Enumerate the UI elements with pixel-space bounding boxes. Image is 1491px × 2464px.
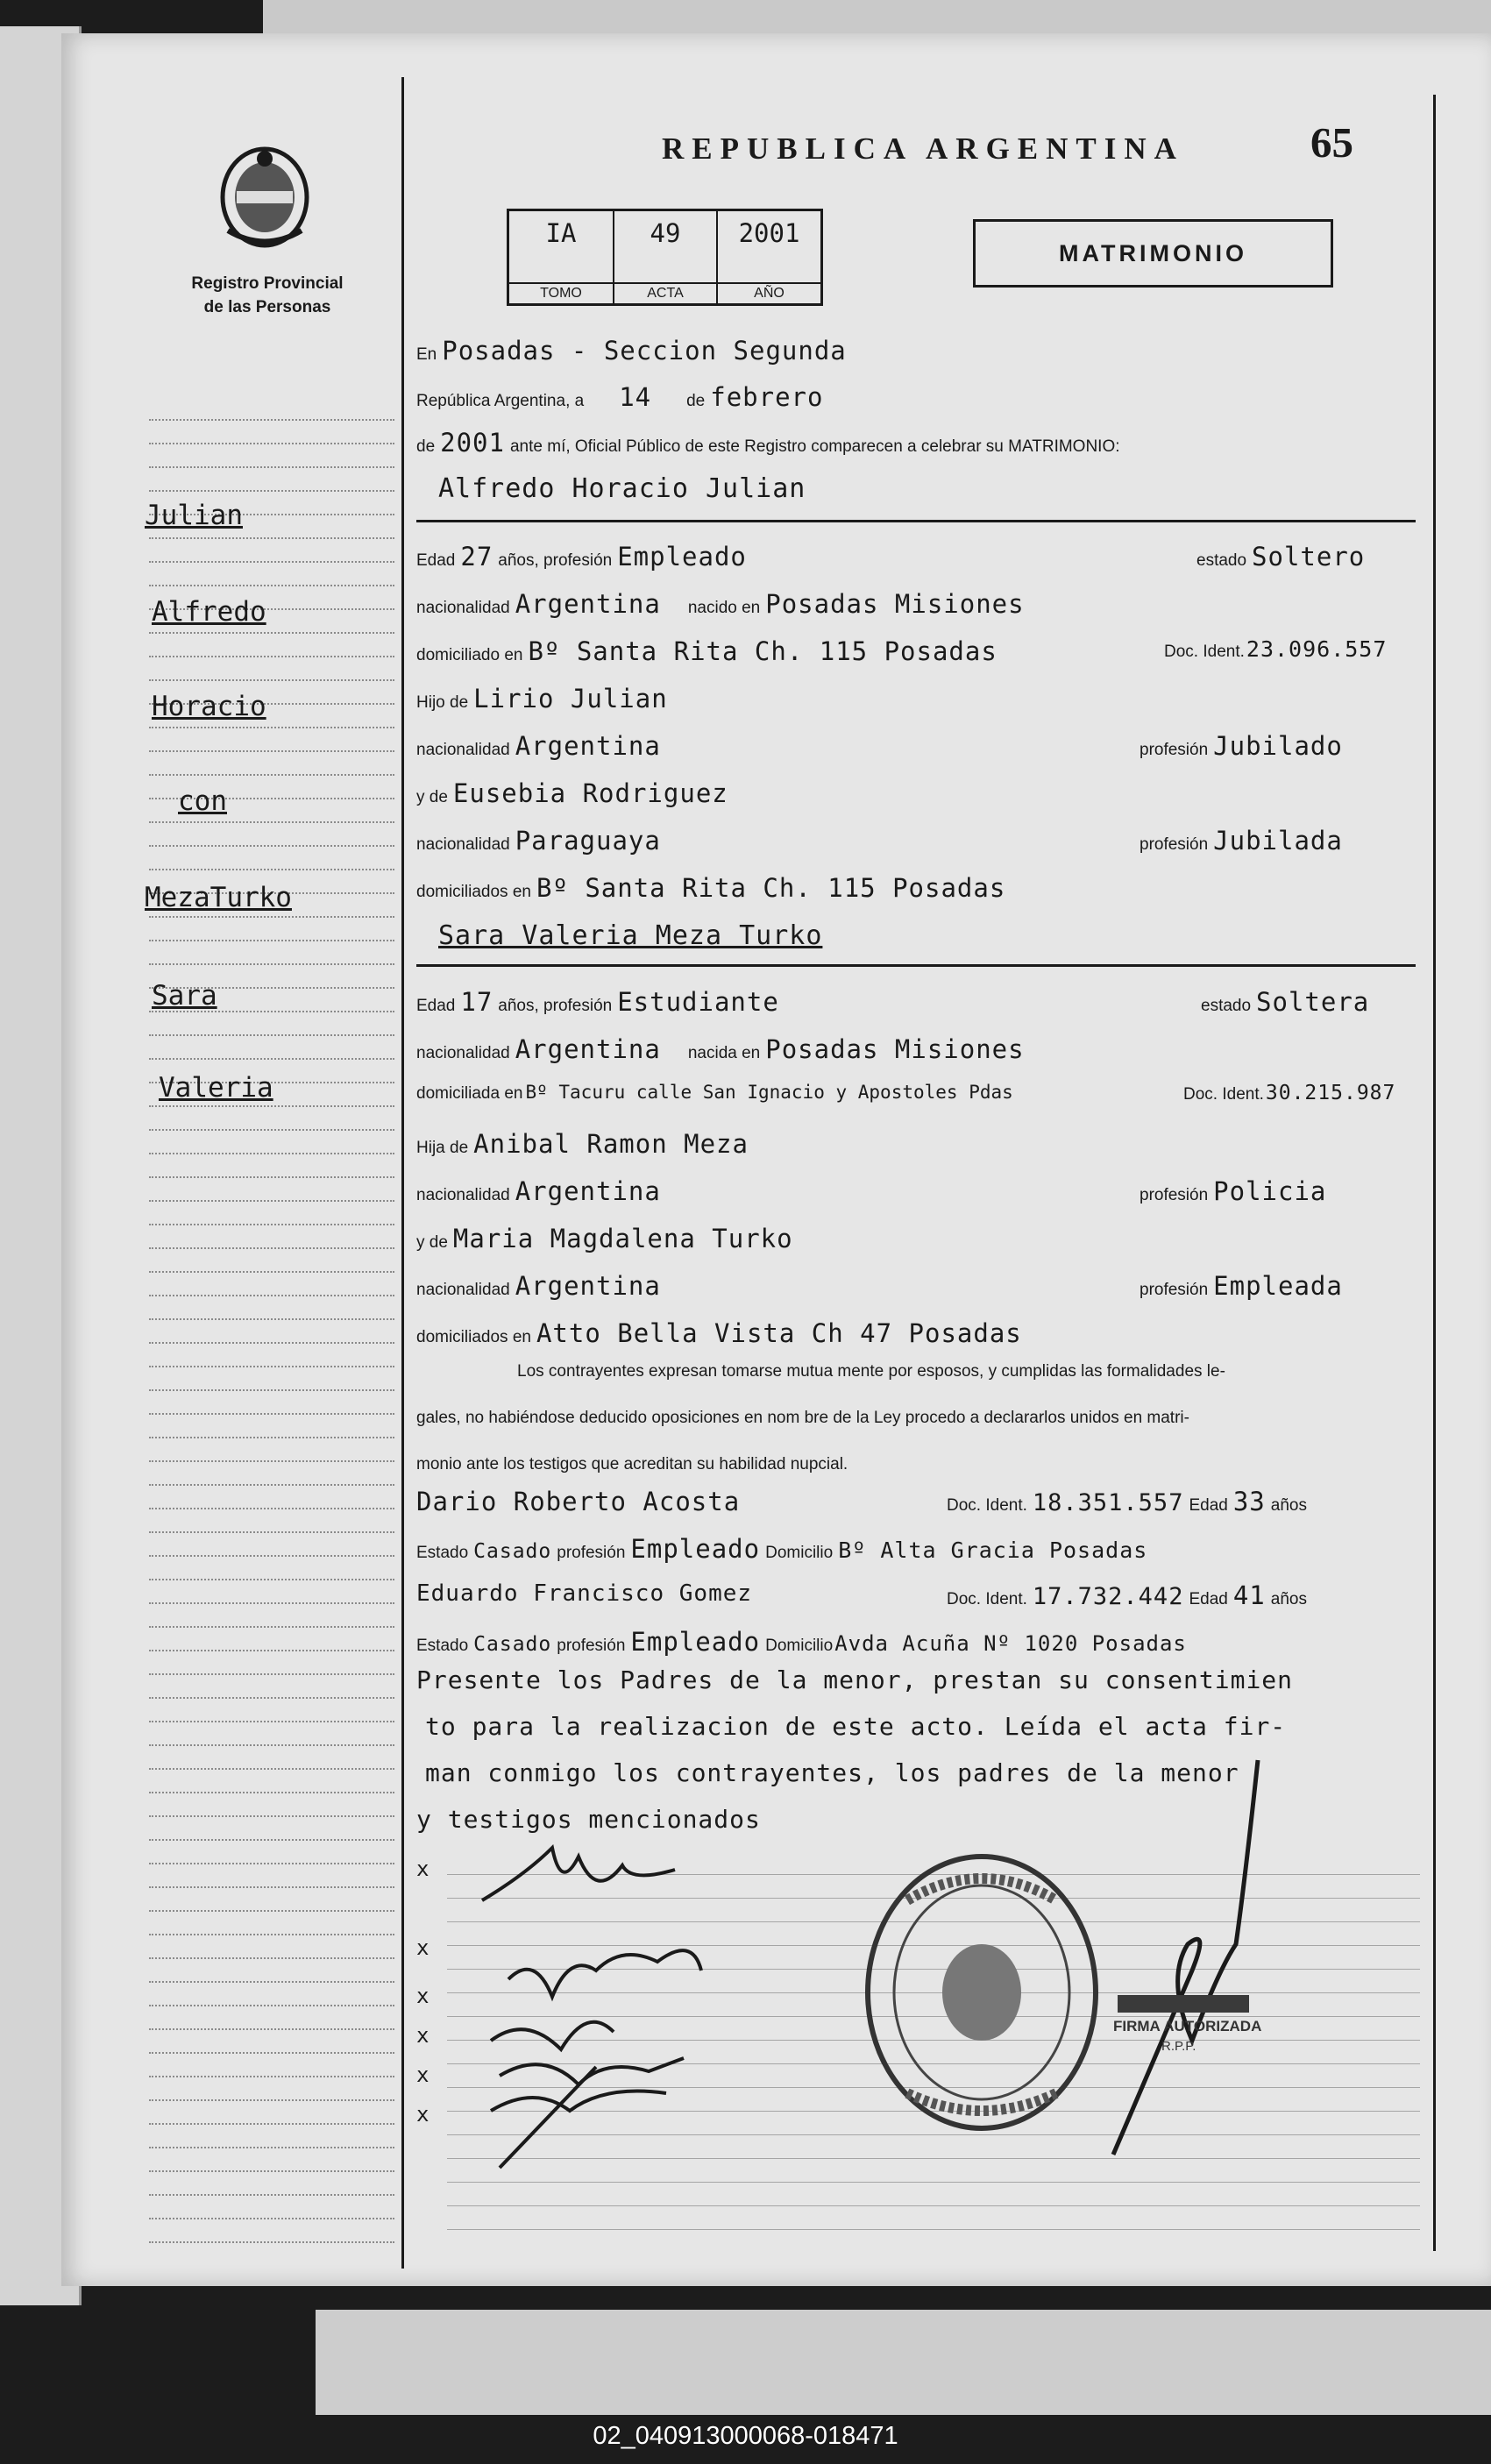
witness2-anos-label: años [1270,1590,1307,1608]
margin-name-7: Valeria [159,1072,273,1104]
margin-ruled-line [149,1484,394,1486]
bride-father-nat-line [416,1176,666,1206]
groom-birthplace: Posadas Misiones [765,589,1025,619]
signature-mark-5: x [416,2063,430,2087]
groom-nacido-label: nacido en [687,599,761,617]
registry-name-line1: Registro Provincial [191,274,344,293]
margin-ruled-line [149,466,394,468]
groom-mother-profession: Jubilada [1213,826,1343,856]
margin-ruled-line [149,1886,394,1888]
margin-ruled-line [149,2052,394,2054]
day-value: 14 [619,382,652,412]
declaration-line-1: Los contrayentes expresan tomarse mutua mente por esposos, y cumplidas las formalidades le- [517,1362,1225,1381]
authorized-signature-caption: FIRMA AUTORIZADA [1113,2018,1262,2034]
bride-full-name: Sara Valeria Meza Turko [438,920,823,951]
groom-father-prof-line [1140,731,1348,761]
margin-ruled-line [149,1271,394,1273]
groom-mother-nac-label: nacionalidad [416,835,510,854]
bride-father-profession: Policia [1213,1176,1327,1206]
bride-mother-prof-line [1140,1271,1348,1301]
margin-ruled-line [149,2028,394,2030]
groom-nationality: Argentina [515,589,661,619]
tomo-cell [509,211,613,303]
margin-ruled-line [149,1910,394,1912]
anio-label: AÑO [718,282,820,303]
margin-ruled-line [149,419,394,421]
margin-ruled-line [149,2005,394,2006]
margin-ruled-line [149,1863,394,1864]
groom-mother-nat-line [416,826,666,856]
groom-father-prof-label: profesión [1140,741,1209,759]
margin-ruled-line [149,963,394,965]
margin-ruled-line [149,2170,394,2172]
authorized-signature [1087,1751,1289,2163]
groom-father-profession: Jubilado [1213,731,1343,761]
anio-cell [716,211,820,303]
witness1-name-line [416,1487,745,1516]
margin-ruled-line [149,1792,394,1793]
margin-ruled-line [149,1508,394,1509]
groom-hijo-label: Hijo de [416,693,469,712]
bride-father-nac-label: nacionalidad [416,1186,510,1204]
margin-ruled-line [149,916,394,918]
witness2-doc-number: 17.732.442 [1032,1583,1184,1610]
margin-ruled-line [149,869,394,870]
bride-birthplace: Posadas Misiones [765,1034,1025,1064]
bride-nationality: Argentina [515,1034,661,1064]
acta-label: ACTA [614,282,716,303]
location-line [416,336,852,366]
margin-ruled-line [149,2241,394,2243]
margin-ruled-line [149,2194,394,2196]
bride-mother-nat-line [416,1271,666,1301]
witness2-doc-label: Doc. Ident. [947,1590,1027,1608]
witness1-anos-label: años [1270,1496,1307,1515]
margin-ruled-line [149,2076,394,2077]
witness1-doc-number: 18.351.557 [1032,1489,1184,1516]
bride-profesion-label: años, profesión [498,997,613,1015]
acta-cell [613,211,716,303]
bride-edad-label: Edad [416,997,456,1015]
act-type-box: MATRIMONIO [973,219,1333,288]
groom-yde-label: y de [416,788,448,806]
tomo-value: IA [545,218,577,248]
groom-estado-label: estado [1196,551,1247,570]
bride-age: 17 [460,987,493,1017]
groom-status-line [1196,542,1370,572]
month-value: febrero [710,382,824,412]
bride-parents-dom-label: domiciliados en [416,1328,531,1346]
margin-ruled-line [149,1153,394,1154]
coat-of-arms-icon [215,143,316,252]
margin-ruled-line [149,750,394,752]
bride-nationality-line [416,1034,1030,1064]
witness1-doc-line [947,1487,1307,1516]
witness2-edad-label: Edad [1189,1590,1228,1608]
bride-dom-label: domiciliada en [416,1084,523,1103]
groom-address: Bº Santa Rita Ch. 115 Posadas [528,636,998,666]
groom-mother-name: Eusebia Rodriguez [452,778,728,808]
witness1-doc-label: Doc. Ident. [947,1496,1027,1515]
witness1-status-line [416,1534,1153,1564]
margin-ruled-line [149,1934,394,1935]
margin-ruled-line [149,1981,394,1983]
margin-ruled-line [149,1626,394,1628]
groom-father-nac-label: nacionalidad [416,741,510,759]
groom-doc-label: Doc. Ident. [1164,643,1245,661]
witness2-dom-label: Domicilio [765,1637,834,1655]
bride-nacida-label: nacida en [687,1044,761,1062]
groom-mother-line [416,778,734,808]
bride-yde-label: y de [416,1233,448,1252]
margin-ruled-line [149,1129,394,1131]
bride-doc-line [1183,1082,1397,1104]
groom-address-line [416,636,1003,666]
groom-name-divider [416,520,1416,522]
signature-mark-4: x [416,2023,430,2048]
margin-ruled-line [149,1058,394,1060]
witness2-address: Avda Acuña Nº 1020 Posadas [834,1631,1187,1656]
page-bottom-edge [316,2310,1491,2415]
witness1-dom-label: Domicilio [765,1544,834,1562]
margin-ruled-line [149,821,394,823]
margin-name-5: MezaTurko [145,882,292,913]
groom-parents-dom-label: domiciliados en [416,883,531,901]
witness2-status-line [416,1627,1189,1657]
bride-marital-status: Soltera [1256,987,1370,1017]
margin-ruled-line [149,561,394,563]
margin-ruled-line [149,1437,394,1438]
margin-ruled-line [149,2099,394,2101]
groom-parents-address-line [416,873,1011,903]
groom-mother-prof-line [1140,826,1348,856]
groom-age-line [416,542,752,572]
bride-mother-prof-label: profesión [1140,1281,1209,1299]
en-label: En [416,345,437,364]
signature-mark-1: x [416,1857,430,1881]
bride-nac-label: nacionalidad [416,1044,510,1062]
margin-ruled-line [149,1295,394,1296]
margin-ruled-line [149,1768,394,1770]
bride-parents-address: Atto Bella Vista Ch 47 Posadas [536,1318,1022,1348]
margin-ruled-line [149,537,394,539]
bride-father-prof-label: profesión [1140,1186,1209,1204]
margin-ruled-line [149,2123,394,2125]
bride-estado-label: estado [1201,997,1252,1015]
registry-emblem [215,143,316,257]
registry-name-line2: de las Personas [203,298,331,316]
margin-ruled-line [149,1531,394,1533]
groom-mother-nationality: Paraguaya [515,826,661,856]
acta-value: 49 [650,218,681,248]
margin-name-3: Horacio [152,691,266,722]
margin-ruled-line [149,1650,394,1651]
bride-father-name: Anibal Ramon Meza [473,1129,749,1159]
register-reference-box [507,209,823,306]
margin-column-rule [401,77,404,2269]
witness1-name: Dario Roberto Acosta [416,1487,741,1516]
margin-ruled-line [149,1105,394,1107]
margin-name-4: con [178,785,227,817]
signature-mark-3: x [416,1984,430,2008]
bride-mother-nac-label: nacionalidad [416,1281,510,1299]
margin-ruled-line [149,1413,394,1415]
margin-ruled-line [149,1815,394,1817]
republica-label: República Argentina, a [416,392,585,410]
year-line [416,428,1120,458]
margin-ruled-line [149,1579,394,1580]
witness1-prof-label: profesión [557,1544,626,1562]
margin-ruled-line [149,679,394,681]
scan-footer-id: 02_040913000068-018471 [593,2422,898,2450]
margin-ruled-line [149,443,394,444]
margin-ruled-line [149,632,394,634]
margin-ruled-line [149,585,394,586]
country-title: REPUBLICA ARGENTINA [662,131,1184,166]
witness1-age: 33 [1232,1487,1266,1516]
margin-ruled-line [149,1460,394,1462]
declaration-line-2: gales, no habiéndose deducido oposiciones en nom bre de la Ley procedo a declararlos unidos en matri- [416,1409,1189,1427]
body-ruled-line [447,2205,1420,2206]
witness2-prof-label: profesión [557,1637,626,1655]
groom-doc-number: 23.096.557 [1246,636,1388,662]
tomo-label: TOMO [509,282,613,303]
bride-father-nationality: Argentina [515,1176,661,1206]
witness2-age: 41 [1232,1580,1266,1610]
groom-mother-prof-label: profesión [1140,835,1209,854]
bride-status-line [1201,987,1374,1017]
margin-ruled-line [149,1839,394,1841]
witness2-profession: Empleado [630,1627,761,1657]
bride-address: Bº Tacuru calle San Ignacio y Apostoles Pdas [525,1082,1013,1103]
groom-edad-label: Edad [416,551,456,570]
location-value: Posadas - Seccion Segunda [442,336,847,366]
witness1-address: Bº Alta Gracia Posadas [838,1537,1148,1563]
page-number: 65 [1310,118,1353,167]
margin-ruled-line [149,1697,394,1699]
witness1-profession: Empleado [630,1534,761,1564]
groom-nac-label: nacionalidad [416,599,510,617]
date-line [416,382,828,412]
bride-mother-nationality: Argentina [515,1271,661,1301]
bride-father-prof-line [1140,1176,1331,1206]
signatures-drawing [473,1821,763,2172]
groom-dom-label: domiciliado en [416,646,523,664]
witness2-estado-label: Estado [416,1637,469,1655]
margin-ruled-line [149,727,394,728]
bride-doc-label: Doc. Ident. [1183,1085,1264,1104]
de-label: de [686,392,706,410]
margin-ruled-line [149,1342,394,1344]
margin-ruled-line [149,2147,394,2148]
year-value: 2001 [440,428,505,458]
margin-ruled-line [149,774,394,776]
margin-ruled-line [149,656,394,657]
margin-ruled-line [149,1224,394,1225]
body-ruled-line [447,2182,1420,2183]
bride-father-line [416,1129,754,1159]
witness2-marital-status: Casado [473,1633,552,1656]
groom-father-name: Lirio Julian [473,684,668,714]
signature-mark-2: x [416,1935,430,1960]
margin-ruled-line [149,940,394,941]
authorized-signature-stamp-bar [1118,1995,1249,2013]
margin-ruled-line [149,1200,394,1202]
bride-doc-number: 30.215.987 [1265,1082,1396,1104]
margin-ruled-line [149,1366,394,1367]
witness2-doc-line [947,1580,1307,1610]
margin-ruled-line [149,1673,394,1675]
margin-ruled-line [149,1555,394,1557]
bride-age-line [416,987,785,1017]
margin-ruled-line [149,1744,394,1746]
margin-ruled-line [149,1176,394,1178]
official-seal-stamp [855,1848,1109,2137]
bride-profession: Estudiante [617,987,779,1017]
margin-ruled-line [149,1602,394,1604]
margin-ruled-line [149,490,394,492]
margin-ruled-line [149,1389,394,1391]
margin-name-2: Alfredo [152,596,266,628]
margin-ruled-line [149,845,394,847]
bride-mother-name: Maria Magdalena Turko [452,1224,793,1253]
bride-mother-profession: Empleada [1213,1271,1343,1301]
bride-parents-address-line [416,1318,1027,1348]
groom-full-name: Alfredo Horacio Julian [438,473,806,504]
groom-father-line [416,684,673,714]
bride-name-divider [416,964,1416,967]
note-line-2: to para la realizacion de este acto. Leída el acta fir- [425,1712,1287,1741]
witness1-estado-label: Estado [416,1544,469,1562]
groom-doc-line [1164,636,1388,662]
signature-mark-6: x [416,2102,430,2127]
groom-profesion-label: años, profesión [498,551,613,570]
note-line-1: Presente los Padres de la menor, prestan su consentimien [416,1665,1294,1694]
groom-father-nationality: Argentina [515,731,661,761]
note-line-4: y testigos mencionados [416,1805,761,1834]
body-ruled-line [447,2229,1420,2230]
bride-address-line [416,1082,1016,1104]
witness2-name: Eduardo Francisco Gomez [416,1580,753,1607]
margin-ruled-line [149,1318,394,1320]
groom-parents-address: Bº Santa Rita Ch. 115 Posadas [536,873,1006,903]
witness1-edad-label: Edad [1189,1496,1228,1515]
margin-ruled-line [149,1957,394,1959]
statement-text: ante mí, Oficial Público de este Registro comparecen a celebrar su MATRIMONIO: [509,437,1120,456]
groom-nationality-line [416,589,1030,619]
witness2-name-line [416,1580,757,1607]
margin-ruled-line [149,1034,394,1036]
margin-name-6: Sara [152,980,217,1012]
note-line-3: man conmigo los contrayentes, los padres de la menor [425,1758,1239,1787]
witness1-marital-status: Casado [473,1540,552,1563]
bride-mother-line [416,1224,799,1253]
certificate-page [61,33,1491,2286]
margin-ruled-line [149,1721,394,1722]
margin-ruled-line [149,2218,394,2219]
groom-marital-status: Soltero [1252,542,1366,572]
margin-name-1: Julian [145,500,243,531]
declaration-line-3: monio ante los testigos que acreditan su habilidad nupcial. [416,1455,848,1473]
de-year-label: de [416,437,436,456]
right-border-rule [1433,95,1436,2251]
groom-age: 27 [460,542,493,572]
groom-profession: Empleado [617,542,747,572]
margin-ruled-line [149,1247,394,1249]
groom-father-nat-line [416,731,666,761]
bride-hija-label: Hija de [416,1139,469,1157]
authorized-signature-subcaption: R.P.P. [1161,2039,1196,2054]
anio-value: 2001 [738,218,800,248]
